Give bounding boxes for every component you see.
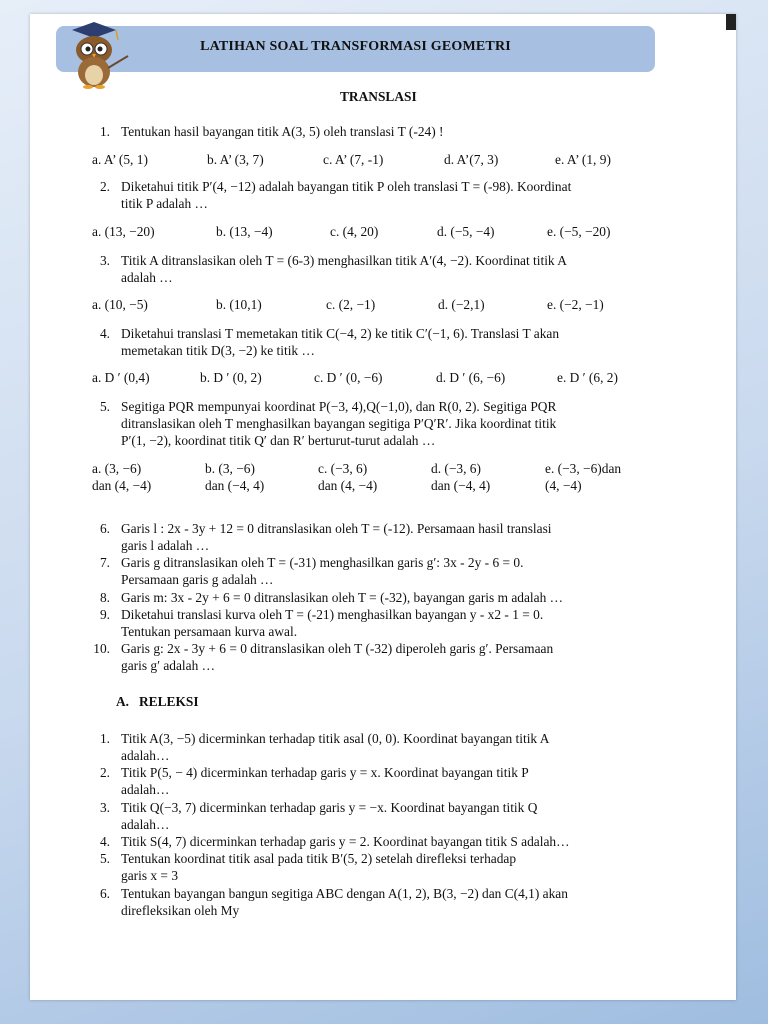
q5-option-a-line2: dan (4, −4) <box>92 478 152 493</box>
r2-text-line2: adalah… <box>121 782 170 797</box>
q5-text-line2: ditranslasikan oleh T menghasilkan bayangan segitiga P′Q′R′. Jika koordinat titik <box>121 416 557 431</box>
q5-option-b-line1: b. (3, −6) <box>205 461 255 476</box>
q6-number: 6. <box>99 521 110 536</box>
q5-option-d-line2: dan (−4, 4) <box>431 478 491 493</box>
q7-text-line2: Persamaan garis g adalah … <box>121 572 274 587</box>
q4-text-line2: memetakan titik D(3, −2) ke titik … <box>121 343 315 358</box>
q3-text-line1: Titik A ditranslasikan oleh T = (6-3) menghasilkan titik A′(4, −2). Koordinat titik A <box>121 253 567 268</box>
r3-text-line1: Titik Q(−3, 7) dicerminkan terhadap garis y = −x. Koordinat bayangan titik Q <box>121 800 538 815</box>
q7-number: 7. <box>99 555 110 570</box>
q3-number: 3. <box>99 253 110 268</box>
r2-number: 2. <box>99 765 110 780</box>
q4-text-line1: Diketahui translasi T memetakan titik C(−4, 2) ke titik C′(−1, 6). Translasi T akan <box>121 326 560 341</box>
r6-text-line1: Tentukan bayangan bangun segitiga ABC dengan A(1, 2), B(3, −2) dan C(4,1) akan <box>121 886 568 901</box>
q2-number: 2. <box>99 179 110 194</box>
q8-number: 8. <box>99 590 110 605</box>
q5-option-e-line1: e. (−3, −6)dan <box>545 461 622 476</box>
q7-text-line1: Garis g ditranslasikan oleh T = (-31) menghasilkan garis g′: 3x - 2y - 6 = 0. <box>121 555 524 570</box>
r1-text-line2: adalah… <box>121 748 170 763</box>
r4-number: 4. <box>99 834 110 849</box>
q6-text-line2: garis l adalah … <box>121 538 210 553</box>
q3-text-line2: adalah … <box>121 270 173 285</box>
q9-text-line2: Tentukan persamaan kurva awal. <box>121 624 298 639</box>
r3-text-line2: adalah… <box>121 817 170 832</box>
page-title: LATIHAN SOAL TRANSFORMASI GEOMETRI <box>200 39 511 54</box>
q5-text-line3: P′(1, −2), koordinat titik Q′ dan R′ berturut-turut adalah … <box>121 433 436 448</box>
q1-option-a: a. A’ (5, 1) <box>92 152 148 167</box>
section-title-translasi: TRANSLASI <box>340 89 417 104</box>
r6-text-line2: direfleksikan oleh My <box>121 903 240 918</box>
q5-text-line1: Segitiga PQR mempunyai koordinat P(−3, 4),Q(−1,0), dan R(0, 2). Segitiga PQR <box>121 399 557 414</box>
q5-option-c-line2: dan (4, −4) <box>318 478 378 493</box>
q2-option-e: e. (−5, −20) <box>547 224 611 239</box>
r5-text-line1: Tentukan koordinat titik asal pada titik B′(5, 2) setelah direfleksi terhadap <box>121 851 517 866</box>
section-title-releksi: RELEKSI <box>139 694 199 709</box>
q4-option-c: c. D ′ (0, −6) <box>314 370 383 385</box>
q2-option-b: b. (13, −4) <box>216 224 273 239</box>
q3-option-b: b. (10,1) <box>216 297 262 312</box>
q5-number: 5. <box>99 399 110 414</box>
q10-text-line1: Garis g: 2x - 3y + 6 = 0 ditranslasikan oleh T (-32) diperoleh garis g′. Persamaan <box>121 641 554 656</box>
q4-number: 4. <box>99 326 110 341</box>
q5-option-c-line1: c. (−3, 6) <box>318 461 368 476</box>
r5-number: 5. <box>99 851 110 866</box>
page-corner <box>726 14 736 30</box>
q2-option-c: c. (4, 20) <box>330 224 379 239</box>
q3-option-e: e. (−2, −1) <box>547 297 604 312</box>
q6-text-line1: Garis l : 2x - 3y + 12 = 0 ditranslasikan oleh T = (-12). Persamaan hasil translasi <box>121 521 552 536</box>
q2-option-d: d. (−5, −4) <box>437 224 495 239</box>
q10-number: 10. <box>93 641 110 656</box>
r6-number: 6. <box>99 886 110 901</box>
q2-text-line1: Diketahui titik P′(4, −12) adalah bayangan titik P oleh translasi T = (-98). Koordinat <box>121 179 572 194</box>
owl-teacher-icon <box>64 20 136 90</box>
q8-text-line1: Garis m: 3x - 2y + 6 = 0 ditranslasikan oleh T = (-32), bayangan garis m adalah … <box>121 590 564 605</box>
q1-text: Tentukan hasil bayangan titik A(3, 5) oleh translasi T (-24) ! <box>121 124 444 139</box>
q1-option-e: e. A’ (1, 9) <box>555 152 611 167</box>
q1-number: 1. <box>99 124 110 139</box>
section-label-a: A. <box>116 694 130 709</box>
r1-text-line1: Titik A(3, −5) dicerminkan terhadap titik asal (0, 0). Koordinat bayangan titik A <box>121 731 550 746</box>
r2-text-line1: Titik P(5, − 4) dicerminkan terhadap garis y = x. Koordinat bayangan titik P <box>121 765 529 780</box>
q9-number: 9. <box>99 607 110 622</box>
q2-text-line2: titik P adalah … <box>121 196 208 211</box>
header-banner <box>56 26 655 72</box>
q10-text-line2: garis g′ adalah … <box>121 658 216 673</box>
r1-number: 1. <box>99 731 110 746</box>
r5-text-line2: garis x = 3 <box>121 868 179 883</box>
q3-option-d: d. (−2,1) <box>438 297 485 312</box>
q4-option-d: d. D ′ (6, −6) <box>436 370 506 385</box>
r4-text-line1: Titik S(4, 7) dicerminkan terhadap garis y = 2. Koordinat bayangan titik S adalah… <box>121 834 570 849</box>
q5-option-a-line1: a. (3, −6) <box>92 461 142 476</box>
q4-option-e: e. D ′ (6, 2) <box>557 370 618 385</box>
q5-option-b-line2: dan (−4, 4) <box>205 478 265 493</box>
q3-option-c: c. (2, −1) <box>326 297 376 312</box>
q4-option-b: b. D ′ (0, 2) <box>200 370 262 385</box>
q5-option-d-line1: d. (−3, 6) <box>431 461 481 476</box>
r3-number: 3. <box>99 800 110 815</box>
q9-text-line1: Diketahui translasi kurva oleh T = (-21) menghasilkan bayangan y - x2 - 1 = 0. <box>121 607 544 622</box>
q4-option-a: a. D ′ (0,4) <box>92 370 150 385</box>
q3-option-a: a. (10, −5) <box>92 297 148 312</box>
q5-option-e-line2: (4, −4) <box>545 478 582 493</box>
q1-option-b: b. A’ (3, 7) <box>207 152 264 167</box>
q1-option-d: d. A’(7, 3) <box>444 152 499 167</box>
q2-option-a: a. (13, −20) <box>92 224 155 239</box>
q1-option-c: c. A’ (7, -1) <box>323 152 384 167</box>
